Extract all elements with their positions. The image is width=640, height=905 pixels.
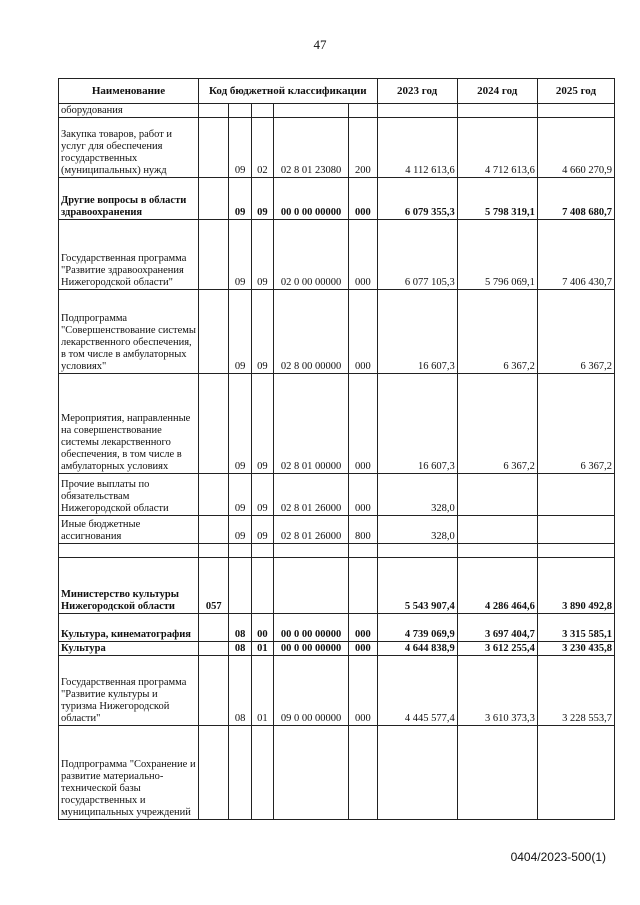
table-row [59, 178, 615, 220]
cell-podrazdel: 09 [251, 474, 273, 516]
cell-vedom [198, 118, 228, 178]
cell-vr [349, 726, 377, 820]
cell-csr: 02 8 01 23080 [274, 118, 349, 178]
header-2025: 2025 год [537, 79, 614, 104]
cell-2024: 4 286 464,6 [457, 558, 537, 614]
cell-2025: 3 315 585,1 [537, 614, 614, 642]
cell-csr: 02 8 01 00000 [274, 374, 349, 474]
table-row [59, 474, 615, 516]
cell-csr [274, 558, 349, 614]
cell-csr: 02 8 01 26000 [274, 474, 349, 516]
cell-2023: 16 607,3 [377, 374, 457, 474]
cell-vedom [198, 374, 228, 474]
cell-2025: 7 408 680,7 [537, 178, 614, 220]
cell-2025 [537, 474, 614, 516]
cell-vedom: 057 [198, 558, 228, 614]
cell-vr [349, 104, 377, 118]
cell-2024 [457, 544, 537, 558]
cell-csr: 02 8 01 26000 [274, 516, 349, 544]
cell-2025: 3 230 435,8 [537, 642, 614, 656]
table-row [59, 290, 615, 374]
cell-csr [274, 726, 349, 820]
cell-2023: 4 739 069,9 [377, 614, 457, 642]
cell-2023: 6 077 105,3 [377, 220, 457, 290]
cell-podrazdel: 09 [251, 290, 273, 374]
cell-name: Другие вопросы в области здравоохранения [59, 178, 199, 220]
cell-2023: 4 112 613,6 [377, 118, 457, 178]
cell-2025: 3 890 492,8 [537, 558, 614, 614]
cell-2025 [537, 516, 614, 544]
cell-2024: 5 796 069,1 [457, 220, 537, 290]
cell-csr [274, 104, 349, 118]
cell-podrazdel: 09 [251, 178, 273, 220]
cell-razdel: 09 [229, 516, 251, 544]
cell-razdel: 08 [229, 656, 251, 726]
cell-razdel [229, 558, 251, 614]
cell-vr: 000 [349, 656, 377, 726]
cell-name: Государственная программа "Развитие здравоохранения Нижегородской области" [59, 220, 199, 290]
cell-2023: 4 445 577,4 [377, 656, 457, 726]
cell-vedom [198, 726, 228, 820]
table-row [59, 656, 615, 726]
cell-podrazdel: 09 [251, 374, 273, 474]
page-number: 47 [313, 37, 327, 52]
document-code: 0404/2023-500(1) [510, 850, 606, 864]
cell-2024 [457, 474, 537, 516]
cell-2023 [377, 104, 457, 118]
cell-2025 [537, 726, 614, 820]
cell-vedom [198, 104, 228, 118]
cell-vr: 000 [349, 374, 377, 474]
cell-2024: 3 610 373,3 [457, 656, 537, 726]
cell-razdel: 09 [229, 118, 251, 178]
cell-razdel: 09 [229, 374, 251, 474]
table-row [59, 374, 615, 474]
cell-name: Мероприятия, направленные на совершенствование системы лекарственного обеспечения, в том числе в амбулаторных условиях [59, 374, 199, 474]
cell-2025 [537, 104, 614, 118]
cell-2024 [457, 516, 537, 544]
cell-vedom [198, 516, 228, 544]
table-row [59, 558, 615, 614]
cell-name: Министерство культуры Нижегородской области [59, 558, 199, 614]
table-row [59, 544, 615, 558]
cell-razdel: 09 [229, 220, 251, 290]
cell-razdel [229, 544, 251, 558]
cell-2024: 6 367,2 [457, 374, 537, 474]
header-2023: 2023 год [377, 79, 457, 104]
cell-csr: 00 0 00 00000 [274, 642, 349, 656]
cell-razdel: 09 [229, 290, 251, 374]
cell-name [59, 544, 199, 558]
cell-2025 [537, 544, 614, 558]
cell-2024 [457, 726, 537, 820]
table-row [59, 220, 615, 290]
cell-podrazdel [251, 558, 273, 614]
cell-vedom [198, 290, 228, 374]
cell-name: Культура [59, 642, 199, 656]
cell-vr: 800 [349, 516, 377, 544]
cell-2025: 6 367,2 [537, 374, 614, 474]
budget-table [58, 78, 615, 820]
cell-vedom [198, 178, 228, 220]
cell-2025: 4 660 270,9 [537, 118, 614, 178]
cell-razdel: 08 [229, 614, 251, 642]
cell-razdel [229, 104, 251, 118]
header-code: Код бюджетной классификации [198, 79, 377, 104]
table-header-row [59, 79, 615, 104]
table-row [59, 614, 615, 642]
cell-2023 [377, 726, 457, 820]
cell-name: Иные бюджетные ассигнования [59, 516, 199, 544]
cell-podrazdel: 02 [251, 118, 273, 178]
cell-2024: 4 712 613,6 [457, 118, 537, 178]
cell-2024: 5 798 319,1 [457, 178, 537, 220]
cell-csr: 00 0 00 00000 [274, 178, 349, 220]
cell-2023: 16 607,3 [377, 290, 457, 374]
table-row [59, 104, 615, 118]
cell-vr: 000 [349, 614, 377, 642]
cell-podrazdel: 01 [251, 642, 273, 656]
cell-2024: 6 367,2 [457, 290, 537, 374]
cell-2024: 3 697 404,7 [457, 614, 537, 642]
table-row [59, 118, 615, 178]
cell-razdel [229, 726, 251, 820]
table-body [59, 104, 615, 820]
cell-csr: 00 0 00 00000 [274, 614, 349, 642]
cell-vedom [198, 544, 228, 558]
cell-name: Прочие выплаты по обязательствам Нижегородской области [59, 474, 199, 516]
cell-podrazdel: 09 [251, 220, 273, 290]
cell-razdel: 09 [229, 178, 251, 220]
cell-name: Государственная программа "Развитие культуры и туризма Нижегородской области" [59, 656, 199, 726]
cell-2023: 5 543 907,4 [377, 558, 457, 614]
cell-2023 [377, 544, 457, 558]
cell-2023: 6 079 355,3 [377, 178, 457, 220]
cell-podrazdel [251, 544, 273, 558]
header-name: Наименование [59, 79, 199, 104]
cell-podrazdel: 09 [251, 516, 273, 544]
cell-podrazdel: 00 [251, 614, 273, 642]
cell-name: Подпрограмма "Сохранение и развитие материально-технической базы государственных и муниципальных учреждений [59, 726, 199, 820]
cell-2024: 3 612 255,4 [457, 642, 537, 656]
cell-name: Закупка товаров, работ и услуг для обеспечения государственных (муниципальных) нужд [59, 118, 199, 178]
table-row [59, 642, 615, 656]
cell-name: Подпрограмма "Совершенствование системы лекарственного обеспечения, в том числе в амбулаторных условиях" [59, 290, 199, 374]
cell-name: Культура, кинематография [59, 614, 199, 642]
cell-vedom [198, 220, 228, 290]
cell-name: оборудования [59, 104, 199, 118]
cell-vr: 200 [349, 118, 377, 178]
cell-vr: 000 [349, 642, 377, 656]
cell-vedom [198, 474, 228, 516]
cell-vr [349, 544, 377, 558]
cell-2025: 7 406 430,7 [537, 220, 614, 290]
cell-csr [274, 544, 349, 558]
cell-vr [349, 558, 377, 614]
cell-2023: 328,0 [377, 474, 457, 516]
cell-vedom [198, 614, 228, 642]
table-row [59, 516, 615, 544]
cell-2025: 6 367,2 [537, 290, 614, 374]
cell-vedom [198, 656, 228, 726]
cell-vr: 000 [349, 220, 377, 290]
cell-csr: 09 0 00 00000 [274, 656, 349, 726]
cell-vedom [198, 642, 228, 656]
cell-csr: 02 0 00 00000 [274, 220, 349, 290]
cell-2025: 3 228 553,7 [537, 656, 614, 726]
cell-razdel: 09 [229, 474, 251, 516]
cell-2023: 4 644 838,9 [377, 642, 457, 656]
cell-podrazdel [251, 104, 273, 118]
header-2024: 2024 год [457, 79, 537, 104]
cell-csr: 02 8 00 00000 [274, 290, 349, 374]
table-row [59, 726, 615, 820]
cell-razdel: 08 [229, 642, 251, 656]
cell-podrazdel [251, 726, 273, 820]
cell-vr: 000 [349, 474, 377, 516]
cell-vr: 000 [349, 178, 377, 220]
cell-podrazdel: 01 [251, 656, 273, 726]
cell-2023: 328,0 [377, 516, 457, 544]
cell-vr: 000 [349, 290, 377, 374]
cell-2024 [457, 104, 537, 118]
